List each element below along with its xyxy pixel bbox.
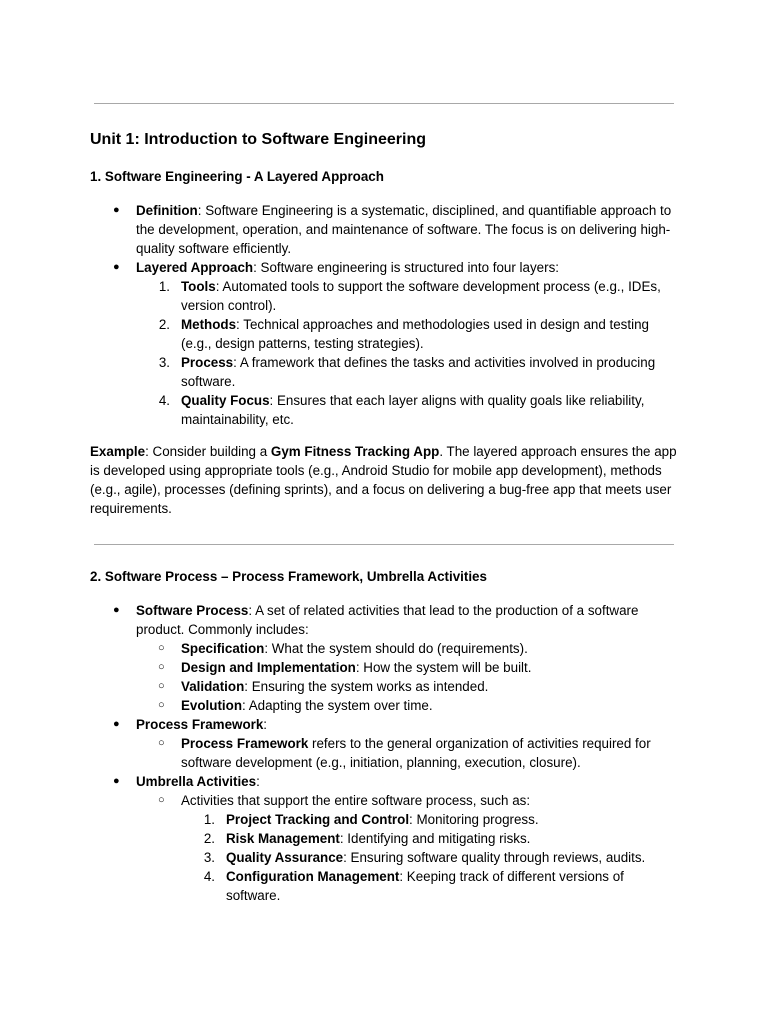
activity-text: : Keeping track of different versions of software. [226,869,624,903]
circle-bullet-icon: ○ [158,737,165,749]
list-number: 3. [158,355,170,370]
term-tools: Tools [181,279,216,294]
umbrella-sub-text: Activities that support the entire software process, such as: [181,793,531,808]
list-item-include [90,696,690,715]
list-number: 3. [203,850,215,865]
circle-bullet-icon: ○ [158,699,165,711]
term-process-framework: Process Framework [136,717,264,732]
layer-text: : Automated tools to support the software development process (e.g., IDEs, version control). [181,279,661,313]
bullet-icon: ● [113,775,120,787]
framework-sub-text: refers to the general organization of activities required for software development (e.g., initiation, planning, execution, closure). [181,736,651,770]
list-item-process-framework [90,715,690,734]
activity-text: : Ensuring software quality through reviews, audits. [343,850,646,865]
circle-bullet-icon: ○ [158,661,165,673]
list-item-include [90,658,690,677]
list-number: 2. [203,831,215,846]
list-item-software-process [90,601,661,639]
bullet-icon: ● [113,604,120,616]
term-evolution: Evolution [181,698,242,713]
term-quality-assurance: Quality Assurance [226,850,344,865]
term-risk-management: Risk Management [226,831,340,846]
term-validation: Validation [181,679,245,694]
list-item-umbrella-activity [90,848,681,867]
layer-text: : A framework that defines the tasks and activities involved in producing software. [181,355,656,389]
example-text-a: : Consider building a [145,444,271,459]
layered-approach-text: : Software engineering is structured into four layers: [253,260,559,275]
term-definition: Definition [136,203,198,218]
term-specification: Specification [181,641,265,656]
circle-bullet-icon: ○ [158,680,165,692]
list-item-umbrella-sub [90,791,690,810]
term-example: Example [90,444,146,459]
list-item-layer [90,353,681,391]
list-number: 1. [158,279,170,294]
section-1-list [90,201,690,429]
list-item-layer [90,315,681,353]
list-item-framework-sub [90,734,671,772]
include-text: : Adapting the system over time. [242,698,433,713]
term-gym-app: Gym Fitness Tracking App [270,444,440,459]
list-item-umbrella-activity [90,867,681,905]
circle-bullet-icon: ○ [158,794,165,806]
section-1-heading: 1. Software Engineering - A Layered Approach [90,169,384,184]
list-item-layer [90,277,681,315]
list-number: 2. [158,317,170,332]
term-umbrella-activities: Umbrella Activities [136,774,257,789]
activity-text: : Monitoring progress. [409,812,539,827]
horizontal-rule-middle [94,544,674,545]
include-text: : How the system will be built. [355,660,532,675]
list-item-umbrella-activity [90,829,681,848]
include-text: : Ensuring the system works as intended. [244,679,489,694]
term-design-implementation: Design and Implementation [181,660,356,675]
term-methods: Methods [181,317,237,332]
activity-text: : Identifying and mitigating risks. [339,831,531,846]
include-text: : What the system should do (requirements). [264,641,528,656]
term-process: Process [181,355,234,370]
list-number: 4. [203,869,215,884]
layer-text: : Ensures that each layer aligns with quality goals like reliability, maintainability, etc. [181,393,645,427]
list-item-definition [90,201,691,258]
list-item-layer [90,391,681,429]
list-item-include [90,677,690,696]
term-quality-focus: Quality Focus [181,393,270,408]
list-number: 4. [158,393,170,408]
process-framework-text: : [263,717,268,732]
example-text-b: . The layered approach ensures the app is developed using appropriate tools (e.g., Android Studio for mobile app development), methods (e.g., agile), processes (defining sprints), and a focus on delivering a bug-free app that meets user requirements. [90,444,677,516]
list-item-umbrella-activities [90,772,690,791]
list-item-include [90,639,690,658]
bullet-icon: ● [113,718,120,730]
term-software-process: Software Process [136,603,249,618]
definition-text: : Software Engineering is a systematic, disciplined, and quantifiable approach to the development, operation, and maintenance of software. The focus is on delivering high-quality software efficiently. [136,203,672,256]
term-project-tracking: Project Tracking and Control [226,812,410,827]
term-layered-approach: Layered Approach [136,260,254,275]
unit-title: Unit 1: Introduction to Software Engineering [90,131,426,148]
section-2-heading: 2. Software Process – Process Framework, Umbrella Activities [90,569,487,584]
umbrella-text: : [256,774,260,789]
term-process-framework-sub: Process Framework [181,736,309,751]
bullet-icon: ● [113,261,120,273]
list-number: 1. [203,812,215,827]
software-process-text: : A set of related activities that lead to the production of a software product. Commonly includes: [136,603,639,637]
circle-bullet-icon: ○ [158,642,165,654]
list-item-layered-approach [90,258,690,277]
list-item-umbrella-activity [90,810,681,829]
bullet-icon: ● [113,204,120,216]
horizontal-rule-top [94,103,674,104]
layer-text: : Technical approaches and methodologies used in design and testing (e.g., design patterns, testing strategies). [181,317,649,351]
example-paragraph [90,442,680,518]
term-configuration-management: Configuration Management [226,869,400,884]
section-2-list [90,601,690,905]
